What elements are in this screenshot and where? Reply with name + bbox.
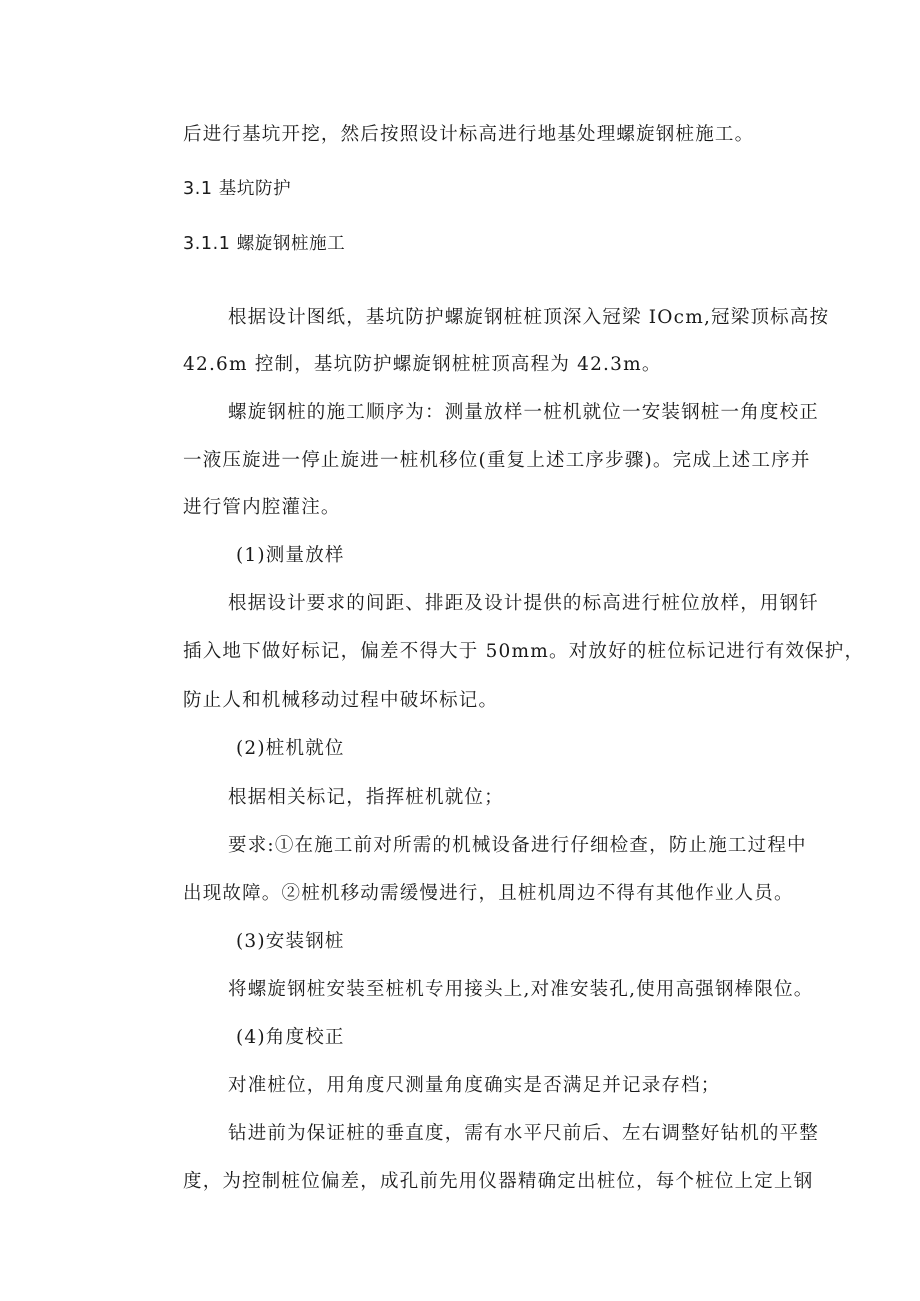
subsection-heading-3-1-1: 3.1.1 螺旋钢桩施工 — [183, 234, 346, 254]
paragraph-line: 42.6m 控制，基坑防护螺旋钢桩桩顶高程为 42.3m。 — [183, 354, 662, 375]
paragraph-line: 根据设计图纸，基坑防护螺旋钢桩桩顶深入冠梁 IOcm,冠梁顶标高按 — [228, 307, 830, 328]
step-heading-2: (2)桩机就位 — [236, 738, 345, 759]
paragraph-line: 度，为控制桩位偏差，成孔前先用仪器精确定出桩位，每个桩位上定上钢 — [183, 1171, 814, 1192]
step-heading-3: (3)安装钢桩 — [236, 931, 345, 952]
paragraph-line: 进行管内腔灌注。 — [183, 497, 341, 518]
paragraph-line: 钻进前为保证桩的垂直度，需有水平尺前后、左右调整好钻机的平整 — [228, 1123, 820, 1144]
paragraph-line: 对准桩位，用角度尺测量角度确实是否满足并记录存档； — [228, 1075, 721, 1096]
paragraph-line: 防止人和机械移动过程中破坏标记。 — [183, 690, 499, 711]
paragraph-line: 插入地下做好标记，偏差不得大于 50mm。对放好的桩位标记进行有效保护， — [183, 641, 865, 662]
section-heading-3-1: 3.1 基坑防护 — [183, 179, 292, 199]
paragraph-line: 螺旋钢桩的施工顺序为：测量放样一桩机就位一安装钢桩一角度校正 — [228, 402, 820, 423]
paragraph-line: 一液压旋进一停止旋进一桩机移位(重复上述工序步骤)。完成上述工序并 — [183, 450, 811, 471]
paragraph-line: 根据相关标记，指挥桩机就位； — [228, 787, 504, 808]
paragraph-line: 出现故障。②桩机移动需缓慢进行，且桩机周边不得有其他作业人员。 — [183, 883, 794, 904]
paragraph-line: 根据设计要求的间距、排距及设计提供的标高进行桩位放样，用钢钎 — [228, 593, 820, 614]
paragraph-continuation-line: 后进行基坑开挖，然后按照设计标高进行地基处理螺旋钢桩施工。 — [183, 124, 755, 145]
paragraph-line: 要求:①在施工前对所需的机械设备进行仔细检查，防止施工过程中 — [228, 835, 807, 856]
paragraph-line: 将螺旋钢桩安装至桩机专用接头上,对准安装孔,使用高强钢棒限位。 — [228, 979, 814, 1000]
step-heading-4: (4)角度校正 — [236, 1027, 345, 1048]
step-heading-1: (1)测量放样 — [236, 545, 345, 566]
